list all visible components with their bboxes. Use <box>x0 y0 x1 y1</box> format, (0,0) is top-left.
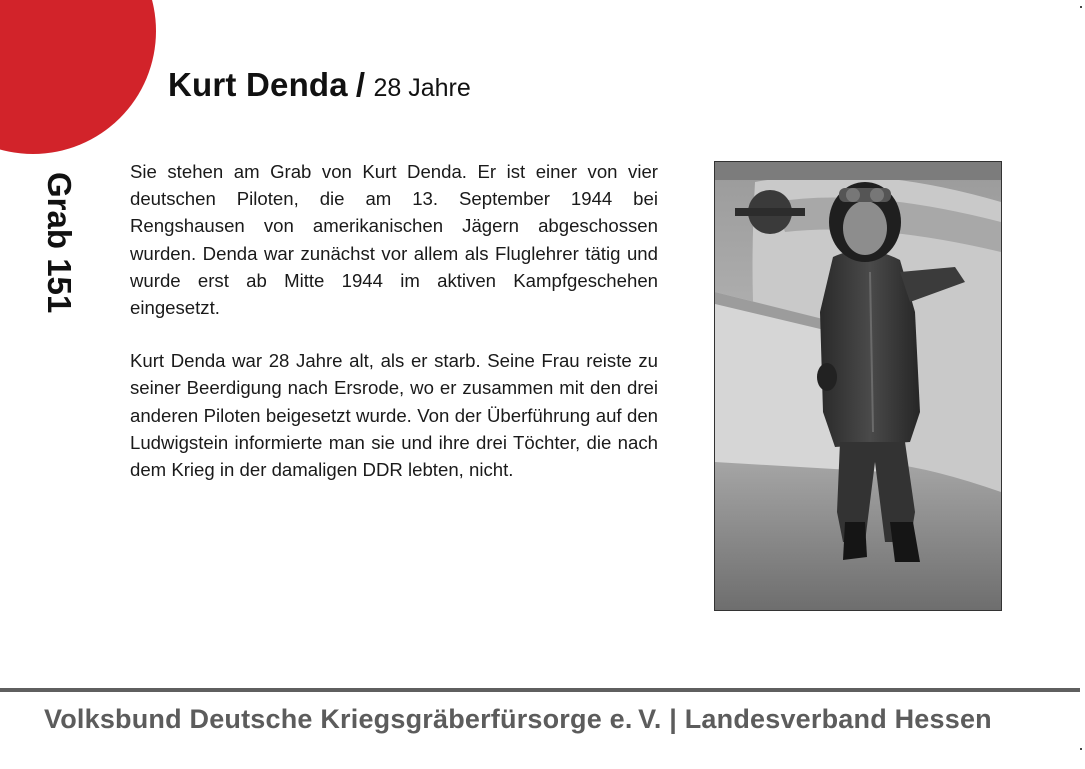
footer-organization: Volksbund Deutsche Kriegsgräberfürsorge e. V. | Landesverband Hessen <box>44 704 992 734</box>
title-separator: / <box>355 66 366 103</box>
person-age: 28 Jahre <box>373 74 471 102</box>
biography-paragraph-2: Kurt Denda war 28 Jahre alt, als er starb. Seine Frau reiste zu seiner Beerdigung nach Ersrode, wo er zusammen mit den drei anderen Piloten beigesetzt wurde. Von der Überführung auf den Ludwigstein informierte man sie und ihre drei Töchter, die nach dem Krieg in der damaligen DDR lebten, nicht. <box>130 350 658 481</box>
page-title <box>168 68 471 101</box>
corner-mark-top <box>1080 6 1082 8</box>
footer-divider <box>0 688 1080 692</box>
pilot-photo <box>714 161 1002 611</box>
biography-paragraph-1: Sie stehen am Grab von Kurt Denda. Er ist einer von vier deutschen Piloten, die am 13. September 1944 bei Rengshausen von amerikanischen Jägern abgeschossen wurden. Denda war zunächst vor allem als Fluglehrer tätig und wurde erst ab Mitte 1944 im aktiven Kampfgeschehen eingesetzt. <box>130 161 658 319</box>
red-circle-decoration <box>0 0 156 154</box>
pilot-photo-illustration <box>715 162 1001 610</box>
grave-number-text: Grab 151 <box>41 172 78 314</box>
person-name: Kurt Denda <box>168 66 348 103</box>
biography-text <box>130 158 658 509</box>
corner-mark-bottom <box>1080 748 1082 750</box>
grave-number-label <box>38 172 78 322</box>
